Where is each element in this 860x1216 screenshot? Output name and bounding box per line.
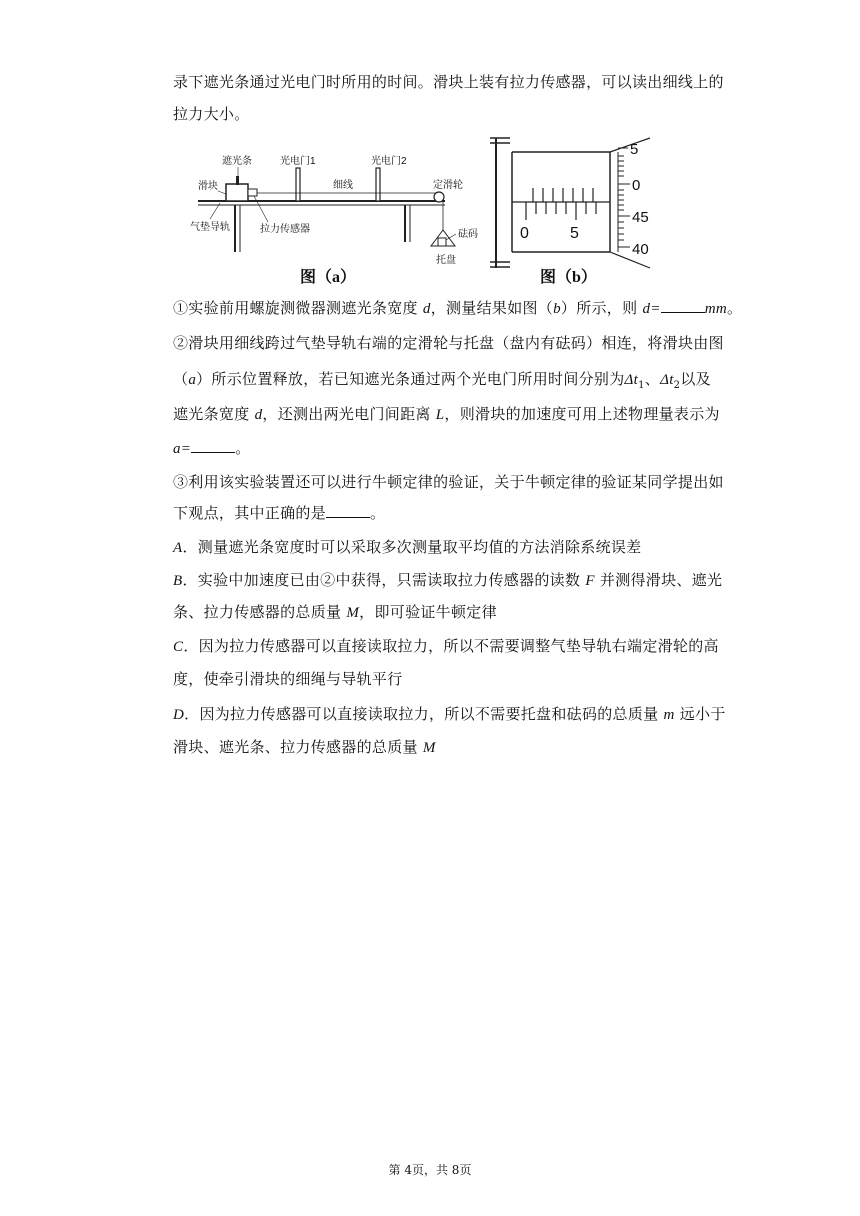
q2-text-5: ，还测出两光电门间距离 — [262, 405, 436, 423]
a-equals: a= — [173, 441, 192, 457]
figure-a — [190, 154, 478, 286]
option-b-text-4: ，即可验证牛顿定律 — [359, 603, 497, 621]
answer-blank-a[interactable] — [191, 438, 235, 453]
fig-a-ref: a — [188, 372, 197, 388]
label-shading-strip: 遮光条 — [222, 156, 252, 167]
figure-b — [490, 138, 650, 286]
question-2-line-1: ②滑块用细线跨过气垫导轨右端的定滑轮与托盘（盘内有砝码）相连，将滑块由图 — [173, 334, 724, 352]
thimble-label-0: 0 — [632, 177, 641, 194]
option-a-key: A — [173, 540, 183, 556]
option-c-line-1 — [173, 636, 719, 657]
option-b-key: B — [173, 573, 183, 589]
option-c-key: C — [173, 639, 184, 655]
unit-mm: mm — [704, 301, 727, 317]
option-a-text: ．测量遮光条宽度时可以采取多次测量取平均值的方法消除系统误差 — [182, 538, 642, 556]
q1-text-2: ，测量结果如图（ — [430, 299, 554, 317]
sub-1: 1 — [638, 380, 645, 391]
var-d: d — [422, 301, 431, 317]
option-d-key: D — [173, 707, 185, 723]
q1-text: ①实验前用螺旋测微器测遮光条宽度 — [173, 299, 423, 317]
label-gate1: 光电门1 — [280, 156, 316, 167]
question-3-line-1: ③利用该实验装置还可以进行牛顿定律的验证，关于牛顿定律的验证某同学提出如 — [173, 473, 724, 491]
sleeve-label-0: 0 — [520, 225, 529, 242]
q2-text-4: 遮光条宽度 — [173, 405, 255, 423]
option-b-text-3: 条、拉力传感器的总质量 — [173, 603, 347, 621]
q1-text-3: ）所示，则 — [560, 299, 643, 317]
q2-sep: 、 — [644, 370, 661, 388]
intro-line-2: 拉力大小。 — [173, 105, 250, 123]
figure-b-caption: 图（b） — [540, 269, 597, 286]
q3-end: 。 — [370, 504, 386, 522]
option-d-text-3: 滑块、遮光条、拉力传感器的总质量 — [173, 738, 423, 756]
answer-blank-d[interactable] — [661, 298, 705, 313]
var-F: F — [585, 573, 595, 589]
question-1-line — [173, 298, 742, 319]
q1-end: 。 — [726, 299, 743, 317]
option-c-line-2: 度，使牵引滑块的细绳与导轨平行 — [173, 670, 403, 688]
label-slider: 滑块 — [198, 181, 218, 192]
label-tray: 托盘 — [436, 255, 456, 266]
option-d-line-1 — [173, 704, 726, 725]
option-a — [173, 537, 641, 558]
option-d-text: ．因为拉力传感器可以直接读取拉力，所以不需要托盘和砝码的总质量 — [184, 705, 664, 723]
intro-line-1: 录下遮光条通过光电门时所用的时间。滑块上装有拉力传感器，可以读出细线上的 — [173, 73, 724, 91]
option-b-text: ．实验中加速度已由②中获得，只需读取拉力传感器的读数 — [182, 571, 586, 589]
q2-text-2: ）所示位置释放，若已知遮光条通过两个光电门所用时间分别为 — [196, 370, 625, 388]
q2-text-3: 以及 — [680, 370, 711, 388]
sleeve-label-5: 5 — [570, 225, 579, 242]
question-2-line-4 — [173, 438, 251, 459]
delta-t1: Δt — [624, 372, 639, 388]
question-2-line-3 — [173, 404, 720, 425]
var-L: L — [435, 407, 445, 423]
figures — [190, 134, 670, 286]
var-m: m — [663, 707, 675, 723]
var-d-2: d — [254, 407, 263, 423]
answer-blank-choice[interactable] — [326, 503, 370, 518]
label-weights: 砝码 — [458, 229, 478, 240]
question-3-line-2 — [173, 503, 385, 523]
option-d-text-2: 远小于 — [674, 705, 726, 723]
fig-b-ref: b — [553, 301, 561, 317]
page-footer: 第 4页，共 8页 — [388, 1163, 472, 1177]
q2-text: （ — [173, 370, 189, 388]
delta-t2: Δt — [660, 372, 674, 388]
label-air-track: 气垫导轨 — [190, 222, 230, 233]
option-d-line-2 — [173, 737, 436, 758]
q2-text-6: ，则滑块的加速度可用上述物理量表示为 — [444, 405, 720, 423]
option-b-line-1 — [173, 570, 722, 591]
question-2-line-2 — [173, 369, 711, 396]
option-b-text-2: 并测得滑块、遮光 — [594, 571, 723, 589]
d-equals: d= — [642, 301, 661, 317]
option-c-text: ．因为拉力传感器可以直接读取拉力，所以不需要调整气垫导轨右端定滑轮的高 — [183, 637, 719, 655]
option-b-line-2 — [173, 602, 497, 623]
label-gate2: 光电门2 — [371, 156, 407, 167]
sub-2: 2 — [673, 380, 681, 391]
thimble-label-45: 45 — [632, 209, 649, 226]
label-string: 细线 — [333, 180, 353, 191]
q2-end: 。 — [235, 439, 251, 457]
label-force-sensor: 拉力传感器 — [260, 224, 310, 235]
var-M: M — [346, 605, 360, 621]
thimble-label-5: 5 — [630, 141, 639, 158]
var-M-2: M — [422, 740, 436, 756]
figure-a-caption: 图（a） — [300, 269, 357, 286]
label-pulley: 定滑轮 — [433, 180, 463, 191]
thimble-label-40: 40 — [632, 241, 649, 258]
q3-text: 下观点，其中正确的是 — [173, 504, 327, 522]
